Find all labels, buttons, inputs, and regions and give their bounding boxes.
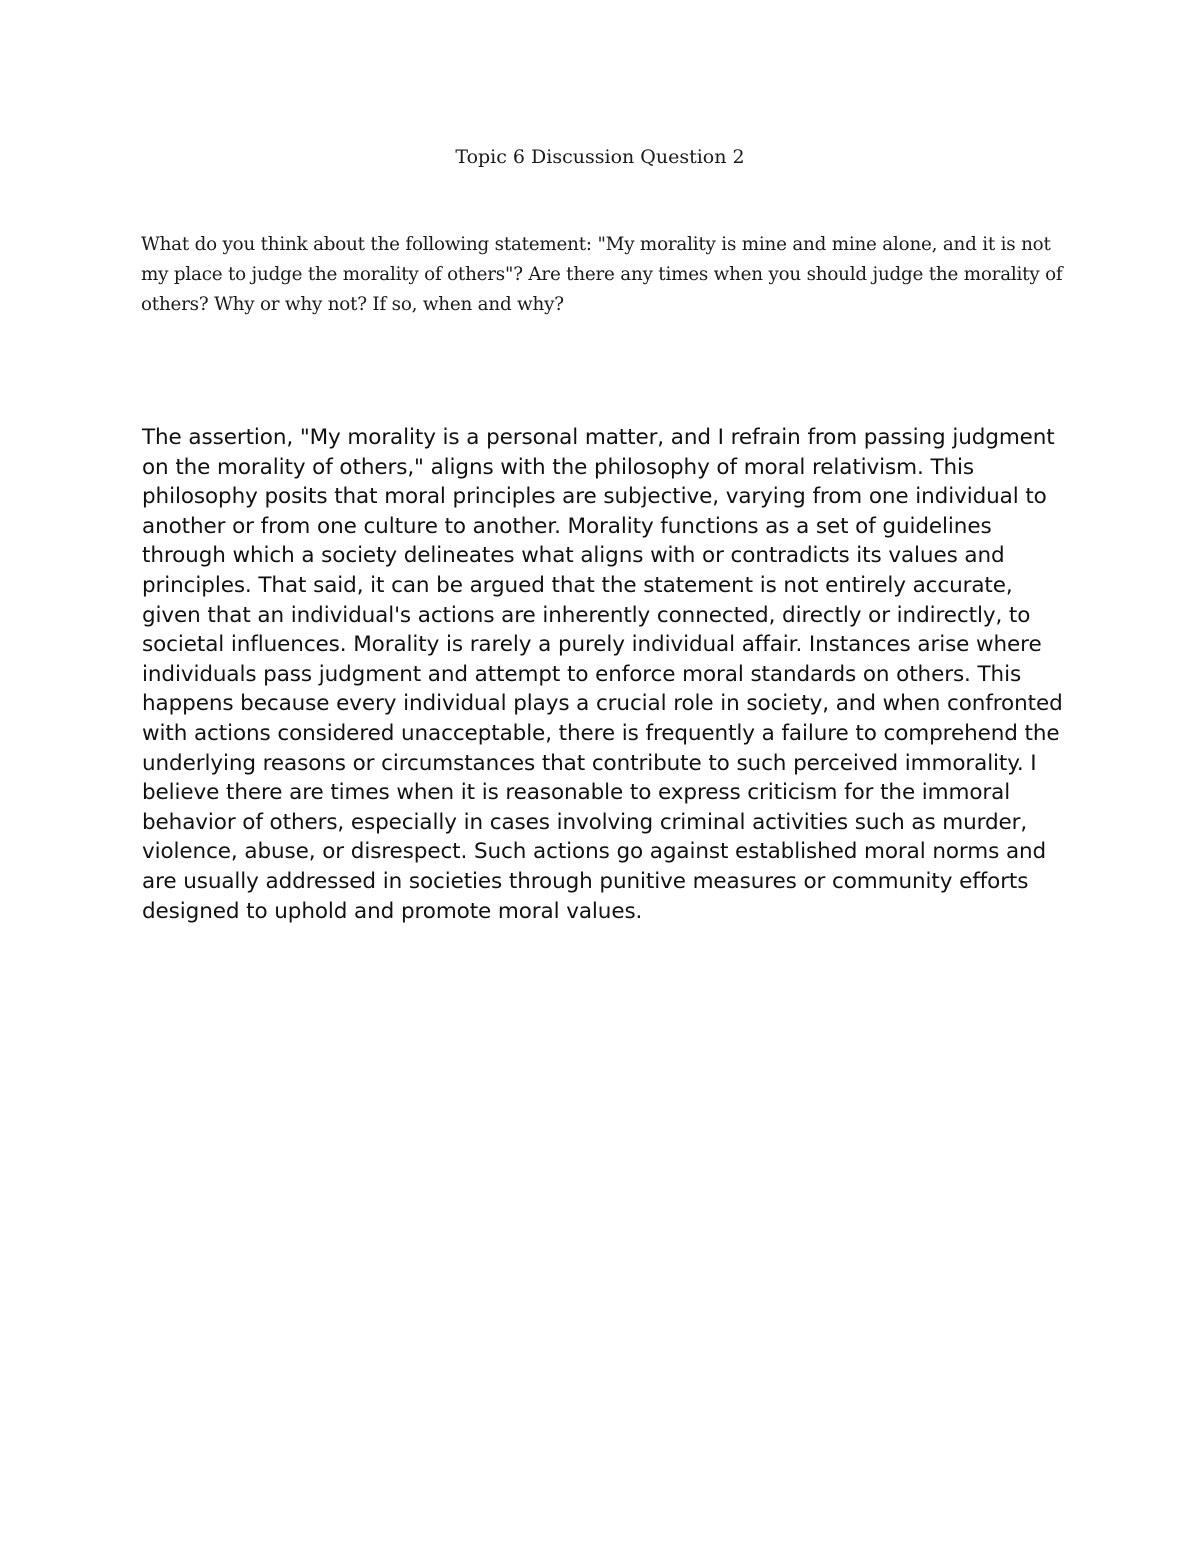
document-title: Topic 6 Discussion Question 2 — [455, 146, 745, 168]
response-paragraph: The assertion, "My morality is a personal matter, and I refrain from passing judgment on the morality of others," aligns with the philosophy of moral relativism. This philosophy posits that moral principles are subjective, varying from one individual to another or from one culture to another. Morality functions as a set of guidelines through which a society delineates what aligns with or contradicts its values and principles. That said, it can be argued that the statement is not entirely accurate, given that an individual's actions are inherently connected, directly or indirectly, to societal influences. Morality is rarely a purely individual affair. Instances arise where individuals pass judgment and attempt to enforce moral standards on others. This happens because every individual plays a crucial role in society, and when confronted with actions considered unacceptable, there is frequently a failure to comprehend the underlying reasons or circumstances that contribute to such perceived immorality. I believe there are times when it is reasonable to express criticism for the immoral behavior of others, especially in cases involving criminal activities such as murder, violence, abuse, or disrespect. Such actions go against established moral norms and are usually addressed in societies through punitive measures or community efforts designed to uphold and promote moral values. — [142, 425, 1063, 924]
discussion-question: What do you think about the following statement: "My morality is mine and mine alone, and it is not my place to judge the morality of others"? Are there any times when you should judge the morality of others? Why or why not? If so, when and why? — [141, 234, 1063, 315]
